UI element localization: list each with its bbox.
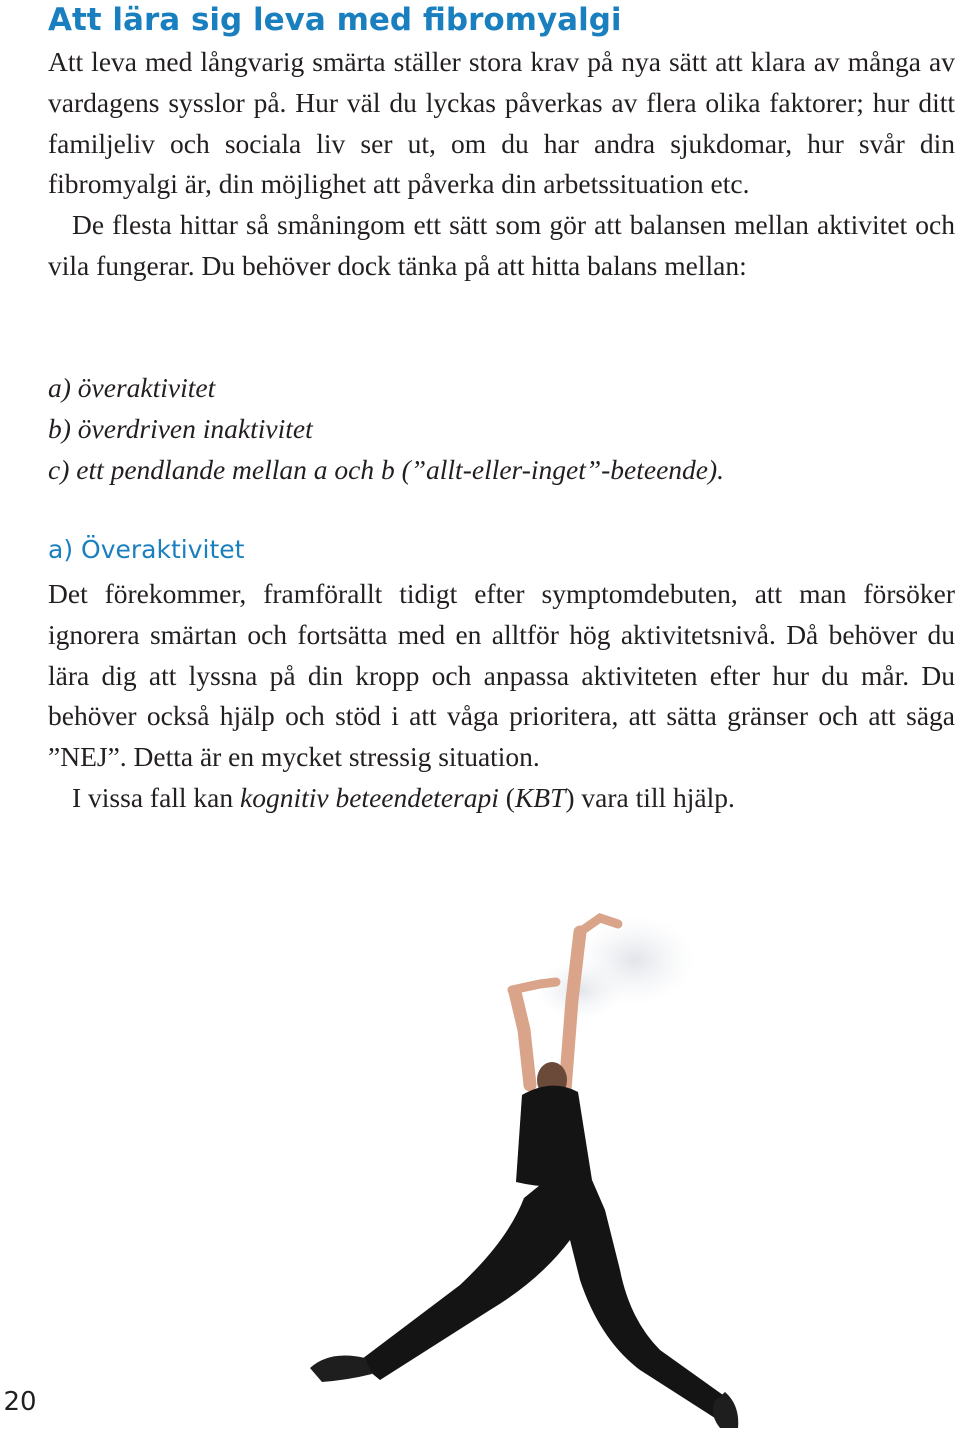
overactivity-section [48,574,955,819]
list-item-a: a) överaktivitet [48,372,216,403]
kbt-note-prefix: I vissa fall kan [72,781,241,813]
overactivity-paragraph: Det förekommer, framförallt tidigt efter symptomdebuten, att man försöker ignorera smärtan och fortsätta med en alltför hög aktivitetsnivå. Då behöver du lära dig att lyssna på din kropp och anpassa aktiviteten efter hur du mår. Du behöver också hjälp och stöd i att våga prioritera, att sätta gränser och att säga ”NEJ”. Detta är en mycket stressig situation. [48,578,955,773]
page-number: 20 [3,1387,37,1417]
jumping-woman-illustration [240,880,800,1440]
kbt-note-suffix: ) vara till hjälp. [565,781,735,813]
list-item-c: c) ett pendlande mellan a och b (”allt-eller-inget”-beteende). [48,453,725,485]
list-item-b: b) överdriven inaktivitet [48,412,313,444]
top-garment [516,1086,592,1187]
kbt-note-emphasis: kognitiv beteendeterapi [240,781,499,813]
trousers [358,1180,730,1420]
kbt-note [48,778,955,819]
balance-list [48,368,955,490]
kbt-note-abbrev: KBT [514,781,566,813]
kbt-note-paren: ( [498,781,515,813]
page-heading: Att lära sig leva med fibromyalgi [48,2,622,38]
intro-section [48,42,955,287]
motion-blur [535,915,695,1020]
section-heading-overactivity: a) Överaktivitet [48,535,245,564]
intro-paragraph-1: Att leva med långvarig smärta ställer stora krav på nya sätt att klara av många av vardagens sysslor på. Hur väl du lyckas påverkas av flera olika faktorer; hur ditt familjeliv och sociala liv ser ut, om du har andra sjukdomar, hur svår din fibromyalgi är, din möjlighet att påverka din arbetssituation etc. [48,46,955,200]
left-shoe [310,1356,372,1382]
intro-paragraph-2: De flesta hittar så småningom ett sätt som gör att balansen mellan aktivitet och vila fungerar. Du behöver dock tänka på att hitta balans mellan: [48,209,955,281]
